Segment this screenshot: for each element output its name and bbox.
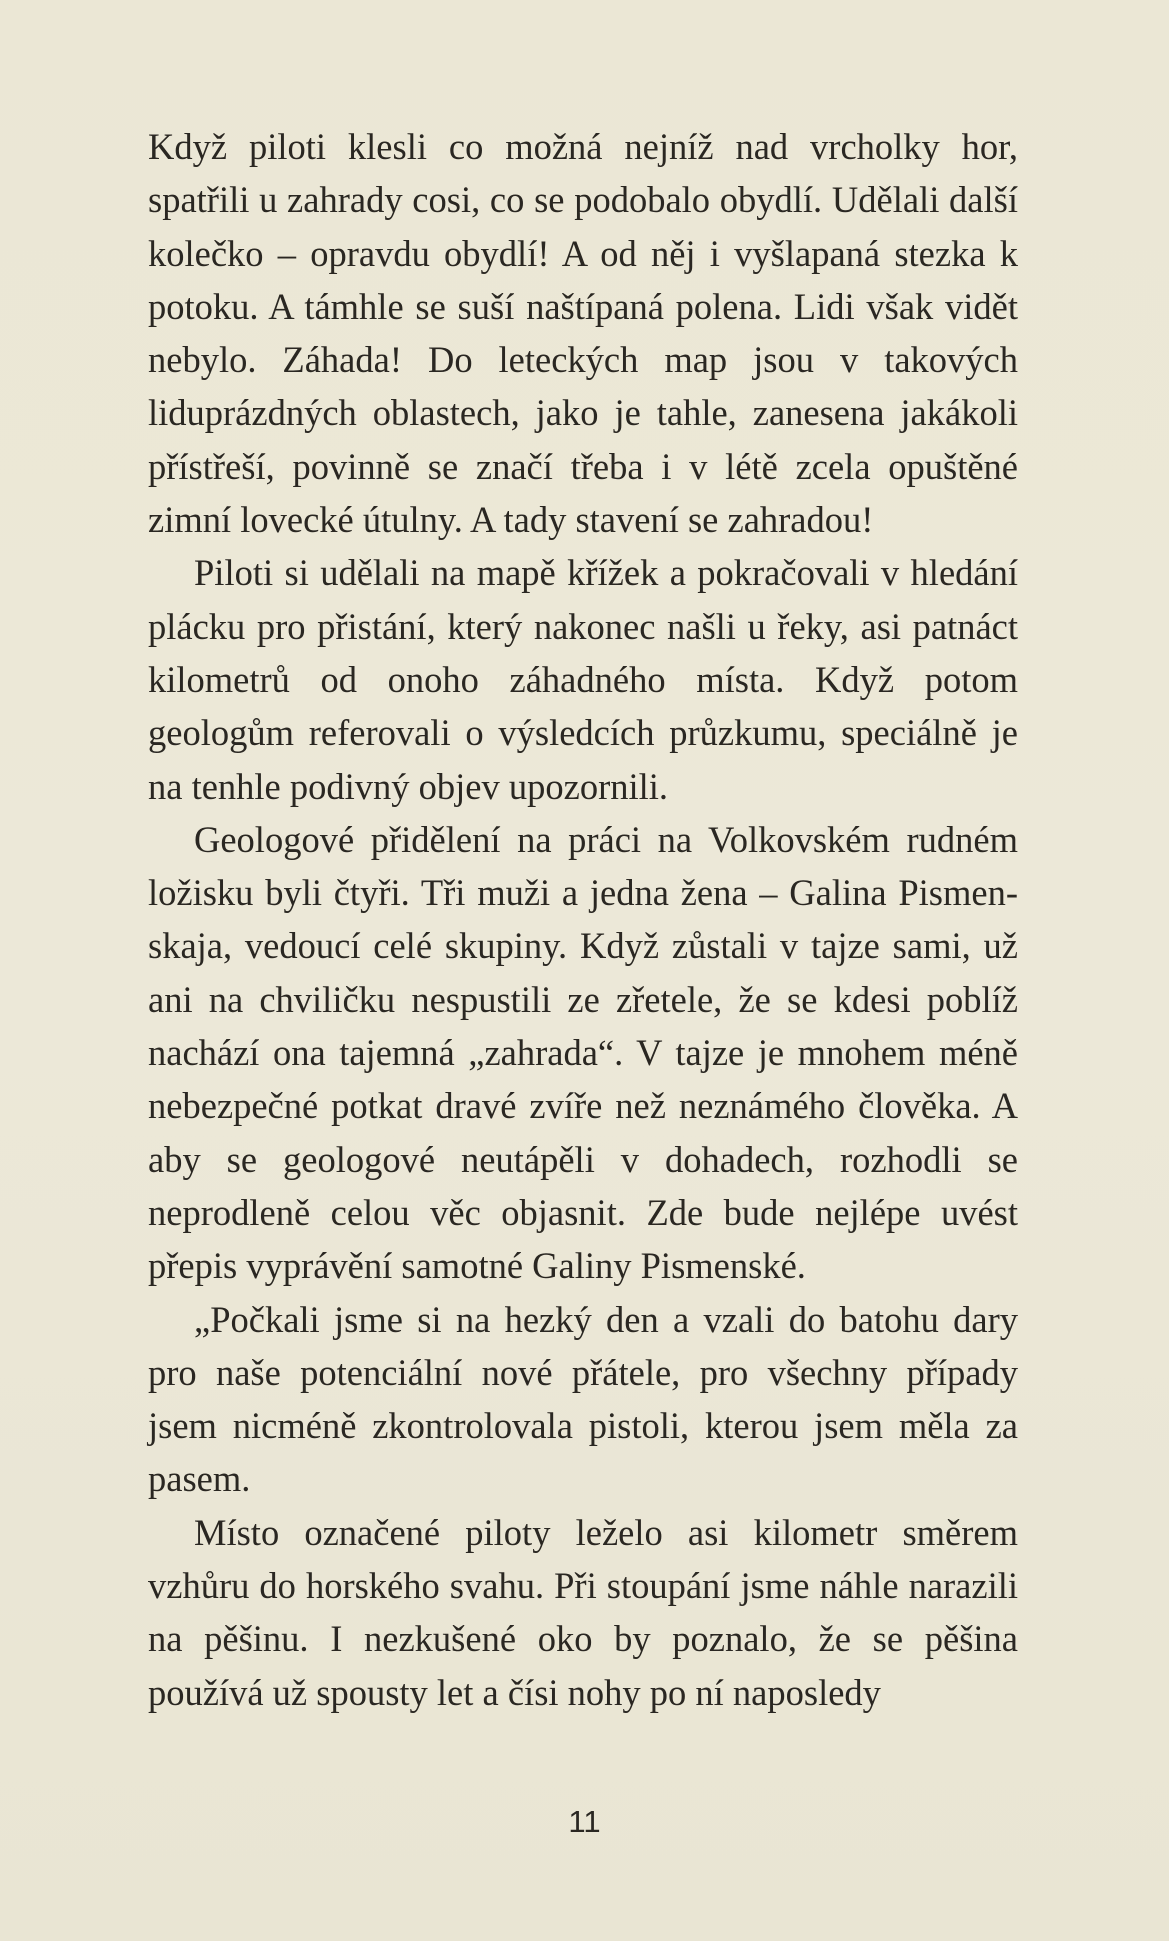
paragraph-5: Místo označené piloty leželo asi kilometr směrem vzhůru do horského svahu. Při stoupání jsme náhle narazili na pěšinu. I nezkušené oko by poznalo, že se pěšina používá už spousty let a čísi nohy po ní naposledy bbox=[148, 1511, 1018, 1713]
paragraph-2: Piloti si udělali na mapě křížek a pokračovali v hledání plácku pro přistání, který nakonec našli u řeky, asi patnáct kilometrů od onoho záhadného místa. Když potom geologům referovali o výsledcích průzkumu, speciálně je na tenhle podivný objev upozornili. bbox=[148, 552, 1018, 807]
body-text bbox=[148, 120, 1018, 1719]
page-number: 11 bbox=[568, 1804, 601, 1839]
paragraph-3: Geologové přidělení na práci na Volkovském rudném ložisku byli čtyři. Tři muži a jedna žena – Galina Pismenskaja, vedoucí celé skupiny. Když zůstali v tajze sami, už ani na chviličku nespustili ze zřetele, že se kdesi poblíž nachází ona tajemná „zahrada“. V tajze je mnohem méně nebezpečné potkat dravé zvíře než neznámého člověka. A aby se geologové neutápěli v dohadech, rozhodli se neprodleně celou věc objasnit. Zde bude nejlépe uvést přepis vyprávění samotné Galiny Pismenské. bbox=[148, 818, 1018, 1287]
paragraph-4: „Počkali jsme si na hezký den a vzali do batohu dary pro naše potenciální nové přátele, pro všechny případy jsem nicméně zkontrolovala pistoli, kterou jsem měla za pasem. bbox=[148, 1298, 1018, 1500]
paragraph-1: Když piloti klesli co možná nejníž nad vrcholky hor, spatřili u zahrady cosi, co se podobalo obydlí. Udělali další kolečko – opravdu obydlí! A od něj i vyšlapaná stezka k potoku. A támhle se suší naštípaná polena. Lidi však vidět nebylo. Záhada! Do leteckých map jsou v takových liduprázdných oblastech, jako je tahle, zanesena jakákoli přístřeší, povinně se značí třeba i v létě zcela opuštěné zimní lovecké útulny. A tady stavení se zahradou! bbox=[148, 126, 1018, 541]
